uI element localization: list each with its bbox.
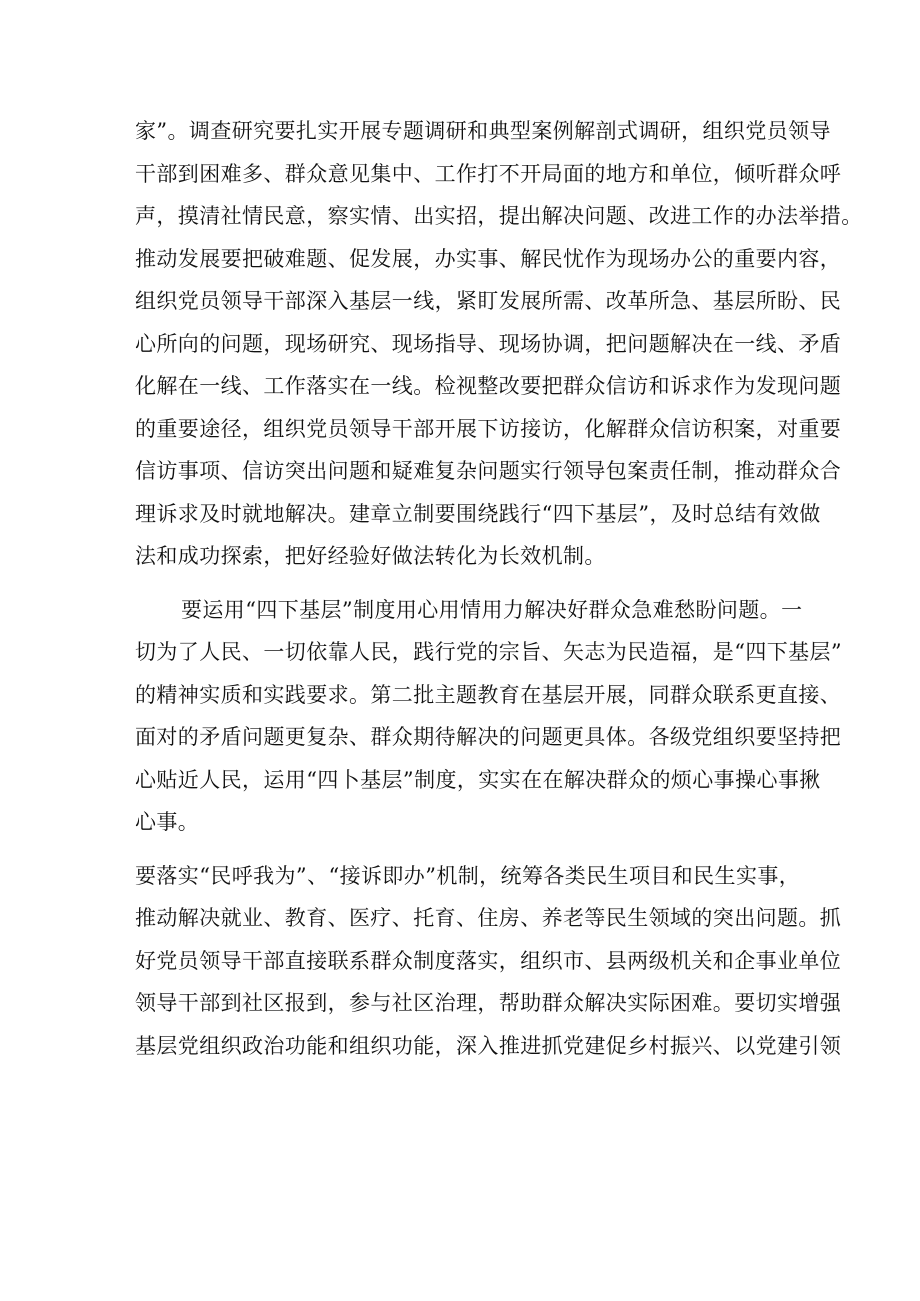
text-line: 理诉求及时就地解决。建章立制要围绕践行“四下基层”，及时总结有效做 [135, 501, 821, 526]
text-line: 好党员领导干部直接联系群众制度落实，组织市、县两级机关和企事业单位 [135, 948, 842, 973]
text-line: 心所向的问题，现场研究、现场指导、现场协调，把问题解决在一线、矛盾 [135, 331, 842, 356]
paragraph-2 [135, 589, 843, 844]
text-line: 要落实“民呼我为”、“接诉即办”机制，统筹各类民生项目和民生实事， [135, 863, 801, 888]
text-line: 家”。调查研究要扎实开展专题调研和典型案例解剖式调研，组织党员领导 [135, 119, 831, 143]
text-line: 化解在一线、工作落实在一线。检视整改要把群众信访和诉求作为发现问题 [135, 374, 842, 398]
text-line: 推动解决就业、教育、医疗、托育、住房、养老等民生领域的突出问题。抓 [135, 906, 842, 930]
text-line: 组织党员领导干部深入基层一线，紧盯发展所需、改革所急、基层所盼、民 [135, 289, 842, 313]
paragraph-3 [135, 855, 842, 1068]
text-line: 的精神实质和实践要求。第二批主题教育在基层开展，同群众联系更直接、 [135, 682, 842, 707]
text-line: 领导干部到社区报到，参与社区治理，帮助群众解决实际困难。要切实增强 [135, 991, 842, 1015]
text-line: 切为了人民、一切依靠人民，践行党的宗旨、矢志为民造福，是“四下基层” [135, 640, 843, 664]
paragraph-1 [135, 110, 863, 578]
text-line: 信访事项、信访突出问题和疑难复杂问题实行领导包案责任制，推动群众合 [135, 459, 842, 483]
text-line: 的重要途径，组织党员领导干部开展下访接访，化解群众信访积案，对重要 [135, 416, 842, 441]
text-line: 法和成功探索，把好经验好做法转化为长效机制。 [135, 544, 606, 568]
text-line: 面对的矛盾问题更复杂、群众期待解决的问题更具体。各级党组织要坚持把 [135, 725, 842, 749]
text-line: 要运用“四下基层”制度用心用情用力解决好群众急难愁盼问题。一 [181, 597, 803, 622]
text-line: 心事。 [135, 810, 200, 834]
document-body [135, 110, 863, 1067]
text-line: 心贴近人民，运用“四卜基层”制度，实实在在解决群众的烦心事操心事揪 [135, 767, 821, 792]
text-line: 基层党组织政治功能和组织功能，深入推进抓党建促乡村振兴、以党建引领 [135, 1033, 842, 1058]
text-line: 干部到困难多、群众意见集中、工作打不开局面的地方和单位，倾听群众呼 [135, 161, 842, 186]
text-line: 声，摸清社情民意，察实情、出实招，提出解决问题、改进工作的办法举措。 [135, 204, 863, 228]
text-line: 推动发展要把破难题、促发展，办实事、解民忧作为现场办公的重要内容， [135, 246, 842, 271]
